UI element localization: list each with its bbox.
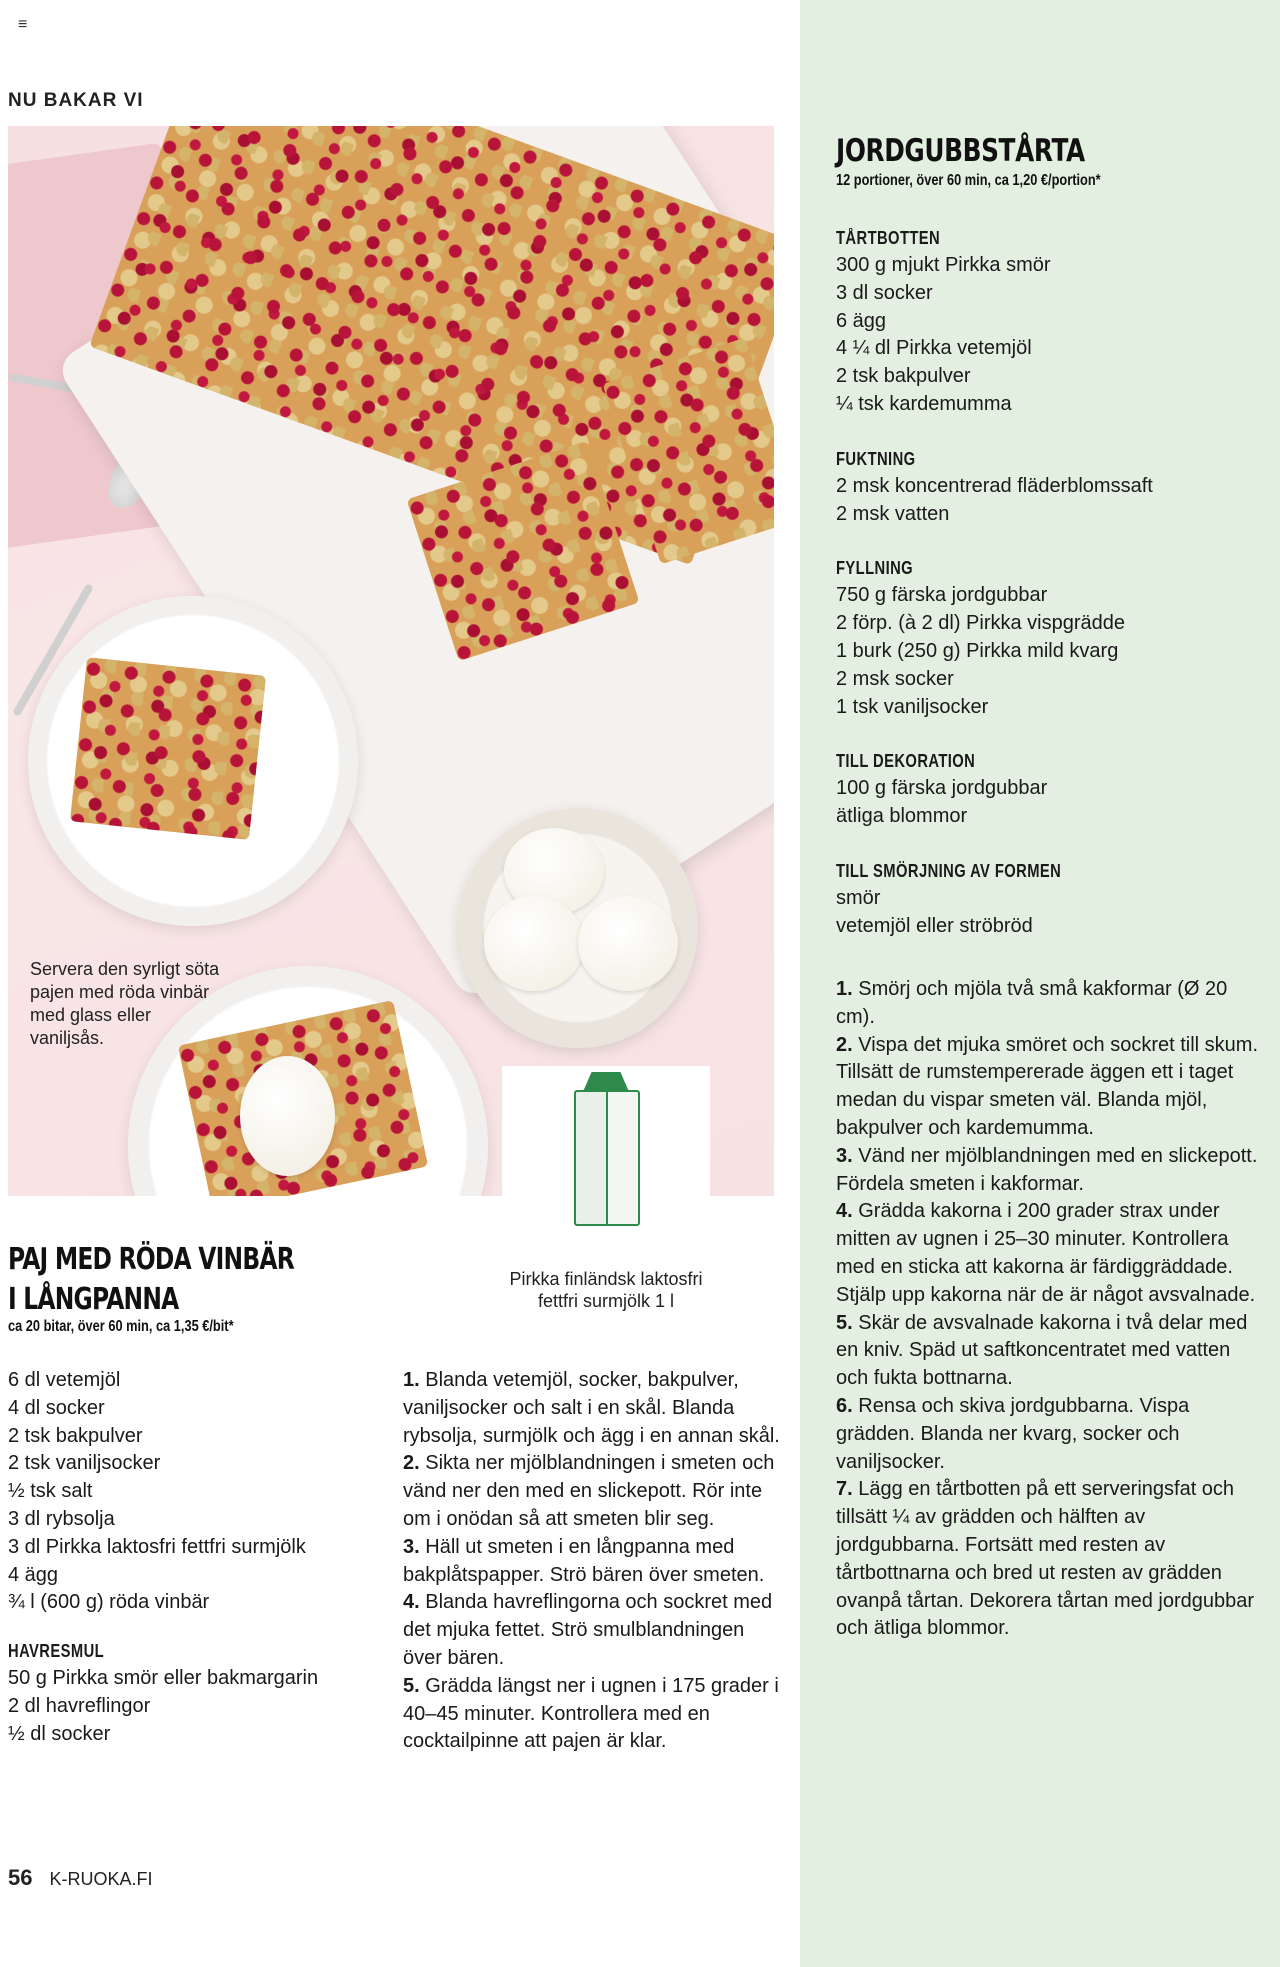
step-text: Vispa det mjuka smöret och sockret till skum. Tillsätt de rumstempererade äggen ett i taget medan du vispar smeten väl. Blanda mjöl, bakpulver och kardemumma. bbox=[836, 1033, 1259, 1139]
ingredient-item: 100 g färska jordgubbar bbox=[836, 777, 1048, 800]
instruction-step bbox=[836, 1393, 1266, 1476]
instruction-step bbox=[403, 1367, 783, 1450]
ice-cream-scoop-image bbox=[240, 1056, 335, 1176]
ingredient-item: 2 tsk vaniljsocker bbox=[8, 1452, 161, 1475]
ingredient-item: 1 tsk vaniljsocker bbox=[836, 695, 989, 718]
pie-slice-image bbox=[70, 657, 266, 840]
ingredient-group-heading: TÅRTBOTTEN bbox=[836, 228, 941, 248]
ingredient-item: 4 ägg bbox=[8, 1563, 59, 1586]
recipe-title-right: JORDGUBBSTÅRTA bbox=[836, 133, 1085, 169]
instruction-step bbox=[836, 1310, 1266, 1393]
ingredient-item: 2 tsk bakpulver bbox=[836, 365, 971, 388]
step-number: 5. bbox=[836, 1311, 853, 1334]
instruction-step bbox=[403, 1589, 783, 1672]
ingredient-item: 1 burk (250 g) Pirkka mild kvarg bbox=[836, 639, 1119, 662]
ingredient-group-heading: HAVRESMUL bbox=[8, 1641, 105, 1662]
instruction-list-left bbox=[403, 1367, 783, 1756]
ingredient-item: ½ dl socker bbox=[8, 1722, 111, 1745]
ingredient-group bbox=[836, 857, 1266, 941]
step-number: 7. bbox=[836, 1478, 853, 1501]
product-image bbox=[502, 1066, 710, 1202]
ingredient-item: 3 dl rybsolja bbox=[8, 1507, 115, 1530]
step-text: Skär de avsvalnade kakorna i två delar med en kniv. Späd ut saftkoncentratet med vatten och fukta bottnarna. bbox=[836, 1311, 1248, 1390]
instruction-step bbox=[836, 1198, 1266, 1309]
step-text: Blanda havreflingorna och sockret med det mjuka fettet. Strö smulblandningen över bären. bbox=[403, 1591, 773, 1669]
step-number: 5. bbox=[403, 1674, 420, 1697]
ingredient-item: ätliga blommor bbox=[836, 805, 968, 828]
instruction-step bbox=[836, 1476, 1266, 1643]
ingredient-item: 2 msk socker bbox=[836, 667, 954, 690]
step-text: Vänd ner mjölblandningen med en slickepott. Fördela smeten i kakformar. bbox=[836, 1144, 1258, 1195]
step-number: 2. bbox=[836, 1033, 853, 1056]
step-number: 4. bbox=[403, 1591, 420, 1614]
recipe-title-line: PAJ MED RÖDA VINBÄR bbox=[8, 1242, 294, 1277]
ingredient-item: 2 dl havreflingor bbox=[8, 1694, 151, 1717]
ingredient-item: ¼ tsk kardemumma bbox=[836, 392, 1012, 415]
instruction-list-right bbox=[836, 976, 1266, 1643]
section-label: NU BAKAR VI bbox=[8, 90, 144, 111]
ingredient-group-heading: FYLLNING bbox=[836, 558, 914, 579]
step-number: 3. bbox=[403, 1535, 420, 1558]
step-number: 4. bbox=[836, 1200, 853, 1223]
page-number: 56 bbox=[8, 1865, 33, 1890]
ingredient-item: smör bbox=[836, 886, 881, 909]
step-text: Blanda vetemjöl, socker, bakpulver, vaniljsocker och salt i en skål. Blanda rybsolja, surmjölk och ägg i en annan skål. bbox=[403, 1369, 780, 1447]
step-text: Smörj och mjöla två små kakformar (Ø 20 cm). bbox=[836, 978, 1228, 1028]
recipe-title-line: I LÅNGPANNA bbox=[8, 1282, 179, 1317]
step-text: Häll ut smeten i en långpanna med bakplåtspapper. Strö bären över smeten. bbox=[403, 1535, 765, 1586]
photo-caption: Servera den syrligt söta pajen med röda vinbär med glass eller vaniljsås. bbox=[30, 959, 220, 1048]
menu-icon[interactable]: ≡ bbox=[18, 16, 28, 33]
ingredient-item: 6 ägg bbox=[836, 309, 887, 332]
instruction-step bbox=[403, 1673, 783, 1756]
site-link[interactable]: K-RUOKA.FI bbox=[49, 1869, 153, 1889]
ingredient-list-left bbox=[8, 1367, 388, 1749]
recipe-meta-left: ca 20 bitar, över 60 min, ca 1,35 €/bit* bbox=[8, 1318, 234, 1335]
ingredient-group-heading: TILL DEKORATION bbox=[836, 751, 976, 772]
ingredient-item: 4 dl socker bbox=[8, 1396, 105, 1419]
ingredient-item: 3 dl Pirkka laktosfri fettfri surmjölk bbox=[8, 1535, 306, 1558]
step-number: 1. bbox=[836, 978, 853, 1000]
ingredient-item: vetemjöl eller ströbröd bbox=[836, 914, 1033, 937]
ingredient-item: 300 g mjukt Pirkka smör bbox=[836, 254, 1051, 276]
step-number: 1. bbox=[403, 1369, 420, 1391]
step-number: 3. bbox=[836, 1144, 853, 1167]
ingredient-group bbox=[836, 554, 1266, 721]
ingredient-item: 2 msk koncentrerad fläderblomssaft bbox=[836, 474, 1153, 497]
ingredient-group-heading: FUKTNING bbox=[836, 448, 916, 469]
ice-cream-scoop-image bbox=[484, 896, 584, 991]
step-text: Rensa och skiva jordgubbarna. Vispa grädden. Blanda ner kvarg, socker och vaniljsocker. bbox=[836, 1394, 1190, 1473]
instruction-step bbox=[836, 1143, 1266, 1199]
ingredient-list-right bbox=[836, 224, 1266, 967]
ingredient-item: 750 g färska jordgubbar bbox=[836, 584, 1048, 607]
ingredient-item: 2 tsk bakpulver bbox=[8, 1424, 143, 1447]
instruction-step bbox=[836, 976, 1266, 1032]
ingredient-group bbox=[836, 224, 1266, 419]
step-text: Grädda längst ner i ugnen i 175 grader i 40–45 minuter. Kontrollera med en cocktailpinne att pajen är klar. bbox=[403, 1674, 779, 1753]
ingredient-item: ½ tsk salt bbox=[8, 1480, 93, 1503]
page-footer bbox=[8, 1865, 153, 1891]
step-text: Grädda kakorna i 200 grader strax under mitten av ugnen i 25–30 minuter. Kontrollera med en sticka att kakorna är färdiggräddade. Stjälp upp kakorna när de är något avsvalnade. bbox=[836, 1200, 1256, 1306]
product-caption: Pirkka finländsk laktosfri fettfri surmjölk 1 l bbox=[509, 1269, 703, 1311]
instruction-step bbox=[403, 1534, 783, 1590]
ingredient-item: ¾ l (600 g) röda vinbär bbox=[8, 1591, 210, 1614]
recipe-meta-right: 12 portioner, över 60 min, ca 1,20 €/portion* bbox=[836, 172, 1101, 189]
ingredient-item: 4 ¼ dl Pirkka vetemjöl bbox=[836, 337, 1032, 360]
step-number: 6. bbox=[836, 1394, 853, 1417]
ingredient-group bbox=[836, 747, 1266, 831]
recipe-title-left bbox=[8, 1240, 351, 1320]
ingredient-item: 6 dl vetemjöl bbox=[8, 1369, 121, 1391]
instruction-step bbox=[836, 1032, 1266, 1143]
ingredient-group bbox=[836, 445, 1266, 529]
instruction-step bbox=[403, 1450, 783, 1533]
step-text: Sikta ner mjölblandningen i smeten och vänd ner den med en slickepott. Rör inte om i onödan så att smeten blir seg. bbox=[403, 1452, 775, 1530]
ingredient-group-heading: TILL SMÖRJNING AV FORMEN bbox=[836, 860, 1062, 881]
ingredient-item: 2 förp. (à 2 dl) Pirkka vispgrädde bbox=[836, 612, 1126, 635]
milk-carton-image bbox=[574, 1090, 640, 1226]
ice-cream-scoop-image bbox=[578, 896, 678, 991]
ingredient-item: 2 msk vatten bbox=[836, 502, 950, 525]
step-number: 2. bbox=[403, 1452, 420, 1475]
ingredient-item: 50 g Pirkka smör eller bakmargarin bbox=[8, 1667, 319, 1690]
ingredient-item: 3 dl socker bbox=[836, 281, 933, 304]
step-text: Lägg en tårtbotten på ett serveringsfat och tillsätt ¼ av grädden och hälften av jordgubbarna. Fortsätt med resten av tårtbottnarna och bred ut resten av grädden ovanpå tårtan. Dekorera tårtan med jordgubbar och ätliga blommor. bbox=[836, 1478, 1255, 1640]
